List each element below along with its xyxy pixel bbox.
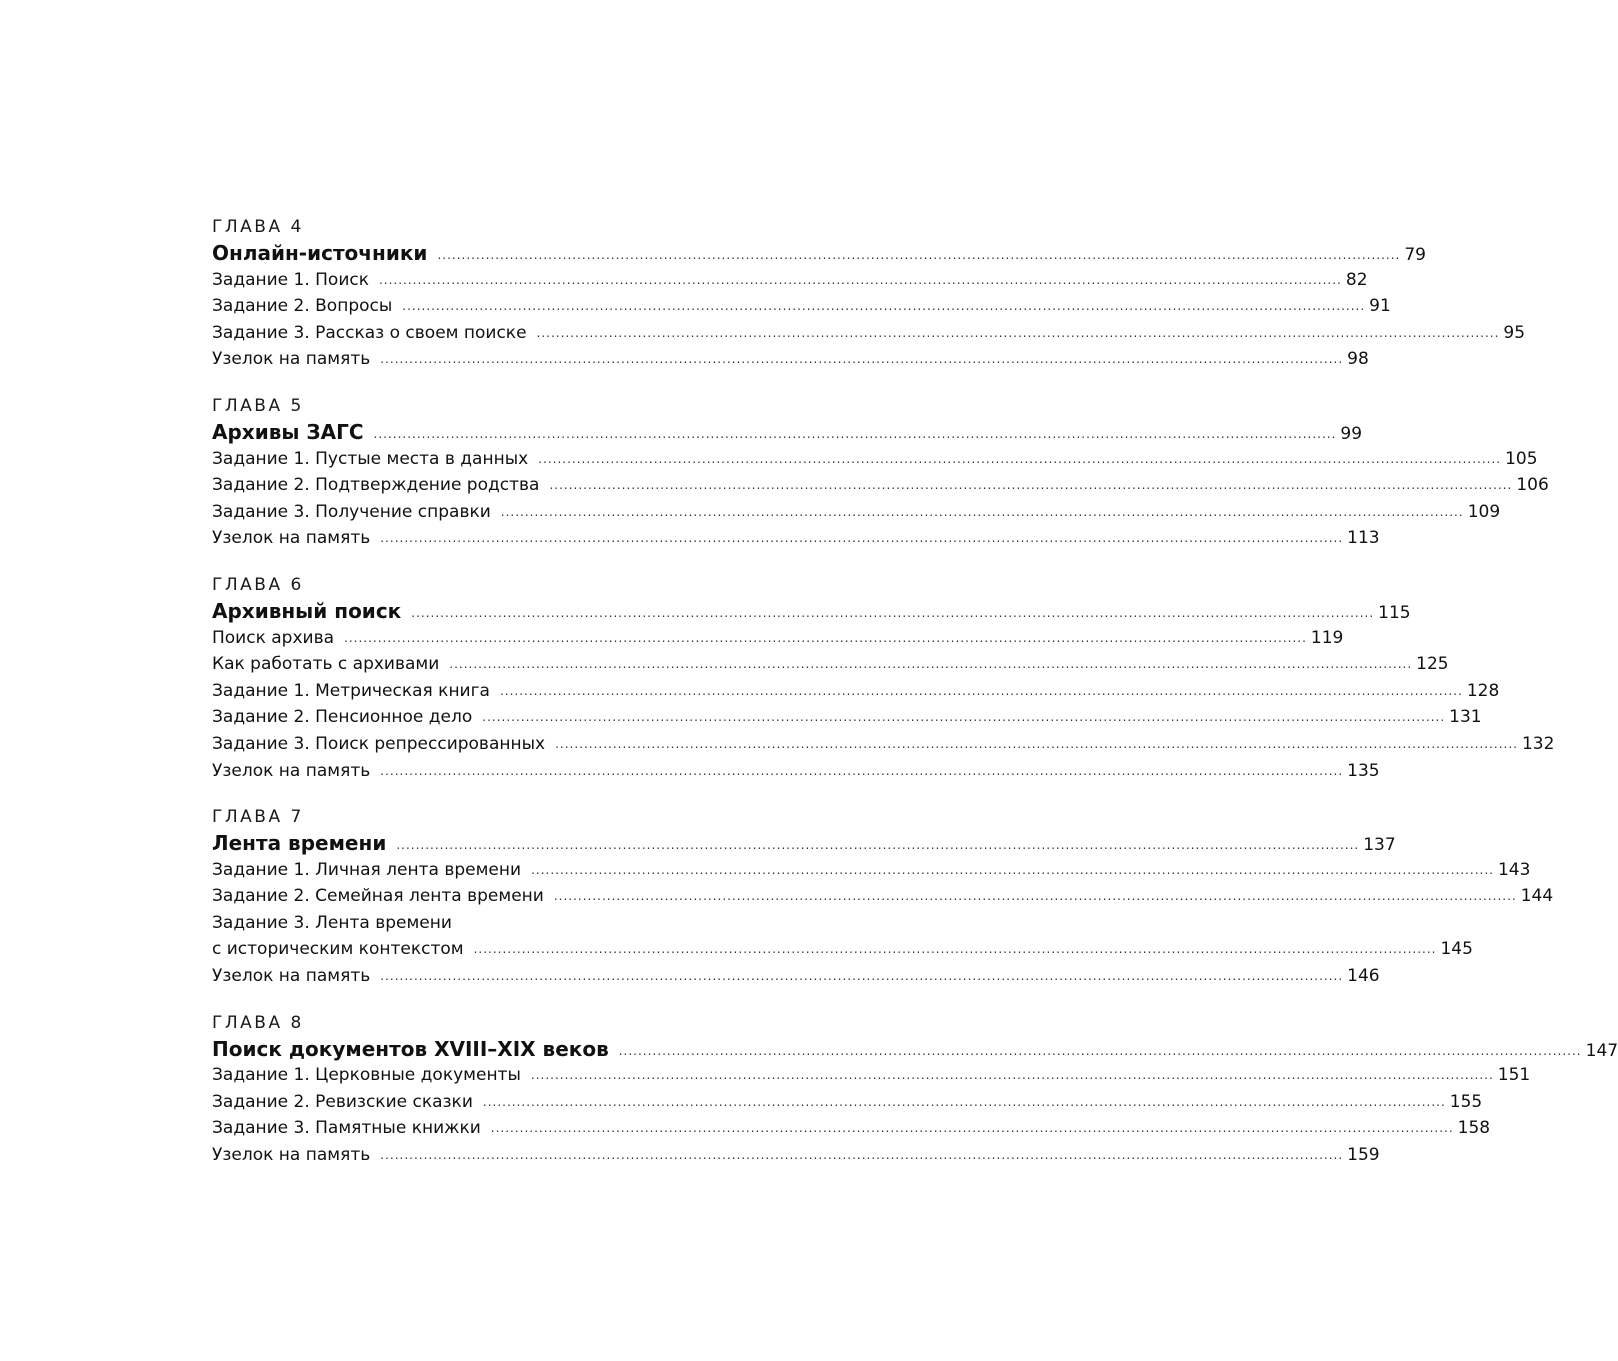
entry-title: Узелок на память [212,1145,371,1166]
entry-title: Задание 1. Метрическая книга [212,680,490,701]
page-number: 151 [1497,1065,1531,1086]
chapter-7 [212,804,1554,990]
page-number: 99 [1340,423,1363,444]
page-number: 158 [1457,1118,1491,1139]
chapter-title: Архивы ЗАГС [212,419,364,444]
entry-title: Задание 2. Семейная лента времени [212,886,544,907]
chapter-title-entry [212,240,1426,267]
page-number: 125 [1416,654,1449,675]
entry-title-continuation: с историческим контекстом [212,939,464,960]
dot-leader: ........................................................................................................................................................................................................ [482,710,1446,725]
page-number: 146 [1347,966,1380,987]
chapter-title-entry [212,598,1411,625]
toc-entry [212,758,1380,785]
entry-title: Узелок на память [212,349,371,370]
dot-leader: ........................................................................................................................................................................................................ [490,1121,1454,1136]
chapter-label: ГЛАВА 4 [212,217,304,237]
chapter-title: Архивный поиск [212,598,402,623]
toc-entry [212,1089,1483,1116]
dot-leader: ........................................................................................................................................................................................................ [473,942,1437,957]
toc-entry [212,346,1369,373]
entry-title: Узелок на память [212,966,371,987]
toc-entry [212,320,1526,347]
page-number: 144 [1520,886,1554,907]
chapter-title-entry [212,830,1396,857]
page-number: 106 [1516,475,1549,496]
entry-title: Задание 2. Пенсионное дело [212,707,473,728]
entry-title: Задание 3. Лента времени [212,912,452,933]
page-number: 95 [1503,322,1526,343]
toc-entry [212,1115,1491,1142]
dot-leader: ........................................................................................................................................................................................................ [344,630,1307,645]
toc-entry-first-line [212,910,790,937]
toc-entry [212,651,1449,678]
toc-entry [212,525,1380,552]
chapter-title-entry [212,1036,1618,1063]
entry-title: Задание 3. Рассказ о своем поиске [212,322,527,343]
page-number: 91 [1369,296,1391,317]
page-number: 135 [1347,760,1380,781]
toc-entry [212,267,1368,294]
dot-leader: ........................................................................................................................................................................................................ [373,426,1337,441]
page-number: 159 [1347,1145,1380,1166]
dot-leader: ........................................................................................................................................................................................................ [500,504,1464,519]
dot-leader: ........................................................................................................................................................................................................ [549,478,1513,493]
dot-leader: ........................................................................................................................................................................................................ [380,531,1344,546]
entry-title: Задание 2. Подтверждение родства [212,475,540,496]
entry-title: Задание 1. Поиск [212,269,369,290]
dot-leader: ........................................................................................................................................................................................................ [555,736,1518,751]
entry-title: Поиск архива [212,627,335,648]
page-number: 82 [1345,269,1368,290]
entry-title: Задание 2. Ревизские сказки [212,1091,473,1112]
entry-title: Задание 2. Вопросы [212,296,393,317]
dot-leader: ........................................................................................................................................................................................................ [411,605,1375,620]
page-number: 147 [1585,1040,1618,1061]
entry-title: Задание 3. Поиск репрессированных [212,733,546,754]
page-number: 128 [1466,680,1500,701]
chapter-label: ГЛАВА 5 [212,395,304,416]
toc-entry [212,446,1538,473]
dot-leader: ........................................................................................................................................................................................................ [396,838,1360,853]
dot-leader: ........................................................................................................................................................................................................ [402,299,1366,314]
entry-title: Задание 1. Церковные документы [212,1065,521,1086]
dot-leader: ........................................................................................................................................................................................................ [618,1043,1582,1058]
page-number: 115 [1378,602,1411,623]
chapter-label: ГЛАВА 6 [212,574,304,595]
chapter-title: Поиск документов XVIII–XIX веков [212,1036,609,1061]
chapter-label: ГЛАВА 7 [212,807,304,828]
toc-entry [212,883,1554,910]
page-number: 132 [1521,733,1555,754]
chapter-label: ГЛАВА 8 [212,1012,304,1033]
page-number: 105 [1505,448,1538,469]
chapter-4 [212,214,1526,373]
chapter-6 [212,572,1555,784]
toc-entry [212,731,1555,758]
toc-entry [212,678,1500,705]
dot-leader: ........................................................................................................................................................................................................ [378,272,1342,287]
toc-entry [212,963,1380,990]
page-number: 145 [1440,939,1473,960]
toc-entry [212,1142,1380,1169]
page-number: 98 [1347,349,1369,370]
entry-title: Узелок на память [212,528,371,549]
dot-leader: ........................................................................................................................................................................................................ [531,862,1494,877]
toc-entry [212,499,1501,526]
entry-title: Задание 1. Личная лента времени [212,859,522,880]
dot-leader: ........................................................................................................................................................................................................ [380,763,1344,778]
entry-title: Как работать с архивами [212,654,440,675]
entry-title: Задание 1. Пустые места в данных [212,448,529,469]
toc-entry-continuation [212,936,1473,963]
dot-leader: ........................................................................................................................................................................................................ [553,889,1517,904]
table-of-contents [212,214,1618,1189]
entry-title: Задание 3. Получение справки [212,501,491,522]
dot-leader: ........................................................................................................................................................................................................ [482,1094,1446,1109]
page-number: 143 [1497,859,1531,880]
dot-leader: ........................................................................................................................................................................................................ [449,657,1413,672]
dot-leader: ........................................................................................................................................................................................................ [499,683,1463,698]
toc-entry [212,857,1531,884]
entry-title: Узелок на память [212,760,371,781]
dot-leader: ........................................................................................................................................................................................................ [437,248,1401,262]
dot-leader: ........................................................................................................................................................................................................ [380,1148,1344,1163]
dot-leader: ........................................................................................................................................................................................................ [536,325,1500,340]
toc-entry [212,293,1391,320]
toc-entry [212,1062,1531,1089]
dot-leader: ........................................................................................................................................................................................................ [538,451,1502,466]
toc-entry [212,472,1549,499]
toc-entry [212,625,1344,652]
entry-title: Задание 3. Памятные книжки [212,1118,481,1139]
chapter-title: Онлайн-источники [212,241,428,265]
toc-entry [212,704,1482,731]
page-number: 113 [1347,528,1380,549]
chapter-5 [212,393,1549,552]
page-number: 109 [1467,501,1501,522]
dot-leader: ........................................................................................................................................................................................................ [380,352,1344,367]
page-number: 119 [1310,627,1344,648]
page-number: 79 [1404,245,1426,265]
chapter-title: Лента времени [212,831,387,856]
page-number: 155 [1449,1091,1483,1112]
chapter-8 [212,1010,1618,1169]
page-number: 137 [1363,835,1396,856]
dot-leader: ........................................................................................................................................................................................................ [380,969,1344,984]
page-number: 131 [1449,707,1482,728]
dot-leader: ........................................................................................................................................................................................................ [530,1068,1494,1083]
chapter-title-entry [212,419,1363,446]
